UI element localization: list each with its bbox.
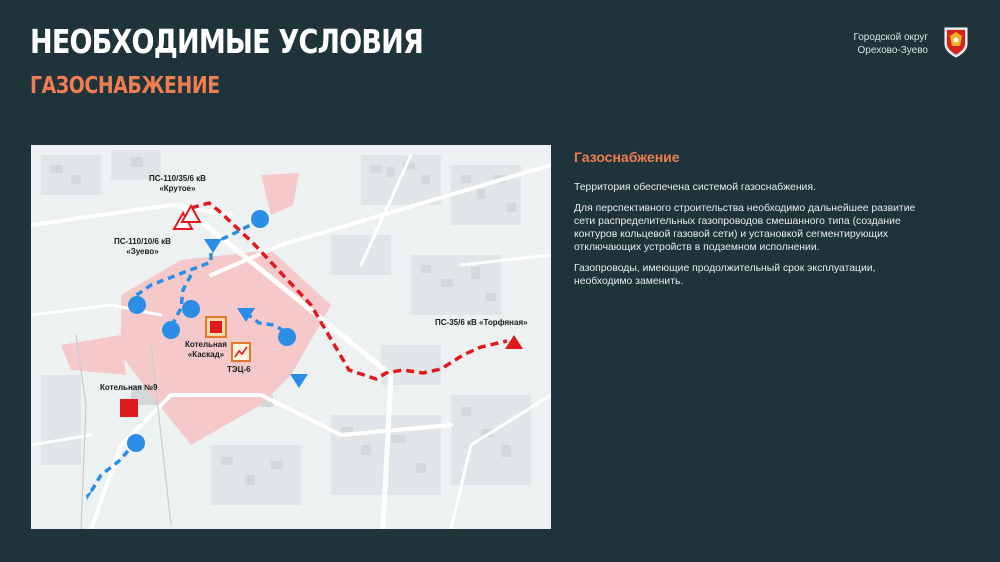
gas-node-icon	[182, 300, 200, 318]
municipality-line-1: Городской округ	[853, 32, 928, 43]
label-torfyanaya: ПС-35/6 кВ «Торфяная»	[435, 318, 528, 327]
substation-krutoe-icon	[174, 206, 200, 229]
label-zuevo-line-1: ПС-110/10/6 кВ	[114, 237, 171, 246]
gas-regulator-icon	[290, 374, 308, 388]
panel-paragraph-1: Территория обеспечена системой газоснабжения.	[574, 182, 816, 193]
coat-of-arms-icon	[943, 26, 969, 58]
label-kaskad-line-1: Котельная	[185, 340, 227, 349]
municipality-name	[854, 31, 929, 57]
label-kaskad-line-2: «Каскад»	[187, 350, 225, 359]
label-krutoe-line-1: ПС-110/35/6 кВ	[149, 174, 206, 183]
label-zuevo-line-2: «Зуево»	[126, 247, 159, 256]
gas-node-icon	[127, 434, 145, 452]
gas-node-icon	[251, 210, 269, 228]
gas-node-icon	[162, 321, 180, 339]
gas-regulator-icon	[204, 239, 222, 253]
gas-node-icon	[128, 296, 146, 314]
panel-text	[574, 181, 934, 296]
gas-regulator-icon	[237, 308, 255, 322]
gas-supply-map[interactable]	[31, 145, 551, 529]
power-plant-tec6-icon	[232, 343, 250, 361]
page-title: НЕОБХОДИМЫЕ УСЛОВИЯ	[30, 22, 423, 61]
label-tec6: ТЭЦ-6	[227, 365, 251, 374]
map-symbols	[31, 145, 551, 529]
label-zuevo	[114, 237, 171, 257]
gas-node-icon	[278, 328, 296, 346]
panel-paragraph-3: Газопроводы, имеющие продолжительный срок эксплуатации, необходимо заменить.	[574, 263, 876, 287]
page-subtitle: ГАЗОСНАБЖЕНИЕ	[30, 73, 220, 99]
boiler-kaskad-icon	[206, 317, 226, 337]
panel-title: Газоснабжение	[574, 149, 680, 165]
boiler-9-icon	[120, 399, 138, 417]
panel-paragraph-2: Для перспективного строительства необходимо дальнейшее развитие сети распределительных газопроводов смешанного типа (создание контуров кольцевой газовой сети) и установкой сегментирующих отключающих устройств в подземном исполнении.	[574, 203, 916, 253]
substation-torfyanaya-icon	[505, 335, 523, 349]
label-kotelnaya-9: Котельная №9	[100, 383, 158, 392]
label-krutoe	[149, 174, 206, 194]
label-kaskad	[185, 340, 227, 360]
label-krutoe-line-2: «Крутое»	[159, 184, 196, 193]
municipality-line-2: Орехово-Зуево	[857, 45, 928, 56]
